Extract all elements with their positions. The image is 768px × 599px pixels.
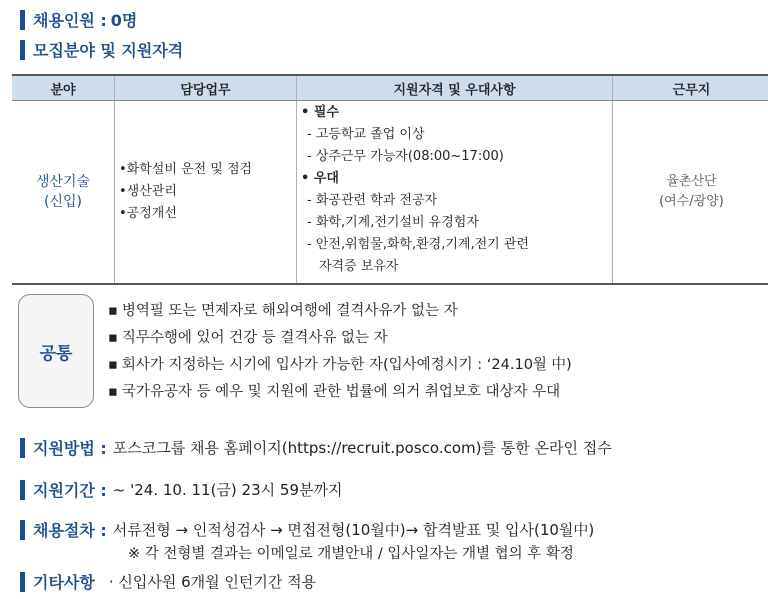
list-item: ▪ 국가유공자 등 예우 및 지원에 관한 법률에 의거 취업보호 대상자 우대 [108,384,561,400]
duty-item: •화학설비 운전 및 점검 [119,162,253,177]
heading-bar [20,10,25,30]
etc-row [20,570,316,593]
preferred-item: - 화공관련 학과 전공자 [307,193,438,208]
preferred-item: - 안전,위험물,화학,환경,기계,전기 관련 [307,237,529,252]
field-qual-heading [20,38,183,61]
apply-method-row [20,436,612,459]
required-item: - 고등학교 졸업 이상 [307,127,425,142]
col-header-duty: 담당업무 [115,75,297,101]
preferred-title: • 우대 [301,171,339,186]
heading-bar [20,438,25,458]
duty-item: •생산관리 [119,184,177,199]
location-name: 율촌산단 [666,174,717,189]
col-header-qualification: 지원자격 및 우대사항 [297,75,613,101]
heading-bar [20,520,25,540]
apply-method-text: 포스코그룹 채용 홈페이지(https://recruit.posco.com)를 통한 온라인 접수 [112,439,612,457]
required-item: - 상주근무 가능자(08:00~17:00) [307,149,504,164]
location-detail: (여수/광양) [659,194,724,209]
field-qual-title: 모집분야 및 지원자격 [33,41,184,60]
required-title: • 필수 [301,105,339,120]
list-item: ▪ 회사가 지정하는 시기에 입사가 가능한 자(입사예정시기 : ‘24.10월 中) [108,357,572,373]
heading-bar [20,40,25,60]
qualification-cell [297,101,613,285]
common-item-text: 국가유공자 등 예우 및 지원에 관한 법률에 의거 취업보호 대상자 우대 [121,384,561,400]
duty-item: •공정개선 [119,206,177,221]
process-text: 서류전형 → 인적성검사 → 면접전형(10월中)→ 합격발표 및 입사(10월中) [112,521,595,539]
col-header-location: 근무지 [613,75,768,101]
etc-label: 기타사항 [33,573,95,592]
field-type: (신입) [44,194,82,210]
recruit-table [12,74,768,285]
apply-method-label: 지원방법 : [33,439,107,458]
preferred-item: - 화학,기계,전기설비 유경험자 [307,215,479,230]
process-label: 채용절차 : [33,521,107,540]
common-item-text: 회사가 지정하는 시기에 입사가 가능한 자(입사예정시기 : ‘24.10월 中) [121,357,572,373]
etc-text: · 신입사원 6개월 인턴기간 적용 [108,573,317,591]
apply-period-row [20,478,342,501]
location-cell [613,101,768,285]
common-item-text: 직무수행에 있어 건강 등 결격사유 없는 자 [121,330,388,346]
table-row [12,101,768,285]
field-cell [12,101,115,285]
recruit-count-value: 0명 [110,11,138,30]
heading-bar [20,480,25,500]
apply-period-label: 지원기간 : [33,481,107,500]
duty-cell [115,101,297,285]
process-note: ※ 각 전형별 결과는 이메일로 개별안내 / 입사일자는 개별 협의 후 확정 [128,546,574,562]
common-list [108,298,572,406]
list-item: ▪ 병역필 또는 면제자로 해외여행에 결격사유가 없는 자 [108,303,458,319]
recruit-count-heading [20,8,137,31]
recruit-count-label: 채용인원 : [33,11,107,30]
preferred-item: 자격증 보유자 [319,259,399,274]
field-name: 생산기술 [35,174,91,190]
apply-period-text: ~ '24. 10. 11(금) 23시 59분까지 [112,481,343,499]
process-row [20,518,594,541]
heading-bar [20,572,25,592]
list-item: ▪ 직무수행에 있어 건강 등 결격사유 없는 자 [108,330,388,346]
col-header-field: 분야 [12,75,115,101]
common-label: 공통 [39,343,73,364]
common-label-box [18,294,94,408]
common-item-text: 병역필 또는 면제자로 해외여행에 결격사유가 없는 자 [121,303,458,319]
